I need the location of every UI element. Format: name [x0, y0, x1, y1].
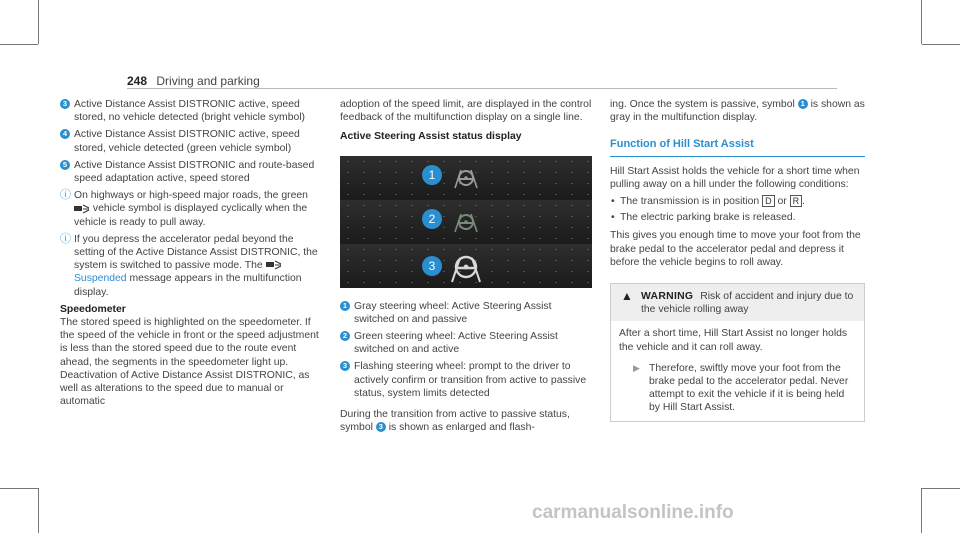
- page-header: [127, 74, 260, 88]
- info-icon: ⓘ: [60, 232, 71, 245]
- warning-head-text: Risk of accident and injury due to the vehicle rolling away: [641, 291, 854, 316]
- paragraph: This gives you enough time to move your foot from the brake pedal to the accelerator pedal and depress it before the vehicle begins to roll away.: [610, 230, 861, 268]
- watermark: carmanualsonline.info: [532, 502, 734, 523]
- suspended-message: Suspended: [74, 273, 127, 285]
- panel-flashing-wheel: [340, 244, 592, 288]
- crop-mark: [921, 488, 922, 533]
- steering-wheel-icon: [452, 164, 480, 190]
- column-left: [60, 98, 322, 412]
- number-badge: 1: [340, 301, 350, 311]
- list-item: [60, 128, 322, 154]
- number-badge: 1: [798, 99, 808, 109]
- section-title: Function of Hill Start Assist: [610, 138, 754, 151]
- warning-header: [611, 284, 864, 321]
- item-text: Active Distance Assist DISTRONIC active, speed stored, no vehicle detected (bright vehicle symbol): [74, 99, 306, 124]
- number-badge: 3: [340, 361, 350, 371]
- bullet-item: • The transmission is in position D or R .: [610, 195, 865, 208]
- number-badge: 2: [340, 331, 350, 341]
- continuation-text: ing. Once the system is passive, symbol 1 is shown as gray in the multifunction display.: [610, 99, 865, 124]
- note: ⓘ On highways or high-speed major roads, the green vehicle symbol is displayed cyclically when the vehicle is ready to pull away.: [60, 189, 308, 228]
- list-item: [60, 159, 322, 185]
- vehicle-symbol-icon: [266, 260, 282, 270]
- page-number: 248: [127, 74, 148, 88]
- crop-mark: [0, 44, 38, 45]
- warning-triangle-icon: ▲: [621, 289, 633, 304]
- legend-item: 3 Flashing steering wheel: prompt to the driver to actively confirm or transition from active to passive status, system limits detected: [340, 360, 592, 400]
- gear-r-symbol: R: [790, 195, 803, 207]
- note: ⓘ If you depress the accelerator pedal beyond the setting of the Active Distance Assist DISTRONIC, the system is switched to passive mode. The Suspended message appears in the multifunction display.: [60, 232, 318, 298]
- gear-d-symbol: D: [762, 195, 775, 207]
- vehicle-symbol-icon: [74, 204, 90, 214]
- number-badge: 3: [376, 422, 386, 432]
- figure-label: 3: [422, 256, 442, 276]
- crop-mark: [922, 488, 960, 489]
- crop-mark: [0, 488, 38, 489]
- crop-mark: [38, 488, 39, 533]
- section-divider: [610, 156, 865, 157]
- item-text: Active Distance Assist DISTRONIC and route-based speed adaptation active, speed stored: [74, 159, 315, 185]
- transition-text: During the transition from active to passive status, symbol 3 is shown as enlarged and flash-: [340, 409, 570, 434]
- steering-wheel-icon: [452, 208, 480, 234]
- panel-green-wheel: [340, 200, 592, 243]
- list-item: [60, 98, 322, 124]
- steering-wheel-icon: [448, 248, 484, 284]
- speedometer-text: The stored speed is highlighted on the speedometer. If the speed of the vehicle in front or the speed adjustment is less than the stored speed due to the route event ahead, the segments in the speedometer light up. Deactivation of Active Distance Assist DISTRONIC, as well as alterations to the speed due to manual or automatic: [60, 317, 319, 408]
- crop-mark: [922, 44, 960, 45]
- column-middle: [340, 98, 592, 438]
- warning-box: [610, 283, 865, 422]
- status-display-heading: Active Steering Assist status display: [340, 131, 522, 143]
- warning-body: After a short time, Hill Start Assist no longer holds the vehicle and it can roll away. ▶ Therefore, swiftly move your foot from the brake pedal to the accelerator pedal. Never attempt to exit the vehicle if it is being held by Hill Start Assist.: [611, 321, 864, 420]
- item-text: Active Distance Assist DISTRONIC active, speed stored, vehicle detected (green vehicle symbol): [74, 129, 300, 154]
- paragraph: Hill Start Assist holds the vehicle for a short time when pulling away on a hill under the following conditions:: [610, 165, 860, 190]
- warning-step: ▶ Therefore, swiftly move your foot from the brake pedal to the accelerator pedal. Never attempt to exit the vehicle if it is being held by Hill Start Assist.: [633, 362, 849, 414]
- crop-mark: [38, 0, 39, 44]
- bullet-item: • The electric parking brake is released.: [610, 211, 865, 224]
- crop-mark: [921, 0, 922, 44]
- status-display-figure: [340, 156, 592, 288]
- number-badge: 4: [60, 129, 70, 139]
- column-right: [610, 98, 865, 422]
- figure-label: 2: [422, 209, 442, 229]
- legend-item: 1 Gray steering wheel: Active Steering Assist switched on and passive: [340, 300, 592, 326]
- speedometer-heading: Speedometer: [60, 303, 126, 315]
- section-name: Driving and parking: [156, 74, 260, 88]
- arrow-right-icon: ▶: [633, 362, 640, 373]
- warning-title: WARNING: [641, 291, 694, 303]
- intro-text: adoption of the speed limit, are displayed in the control feedback of the multifunction display on a single line.: [340, 99, 592, 124]
- panel-gray-wheel: [340, 156, 592, 199]
- number-badge: 5: [60, 160, 70, 170]
- number-badge: 3: [60, 99, 70, 109]
- figure-label: 1: [422, 165, 442, 185]
- info-icon: ⓘ: [60, 189, 71, 202]
- header-divider: [127, 88, 837, 89]
- legend-item: 2 Green steering wheel: Active Steering Assist switched on and active: [340, 330, 592, 356]
